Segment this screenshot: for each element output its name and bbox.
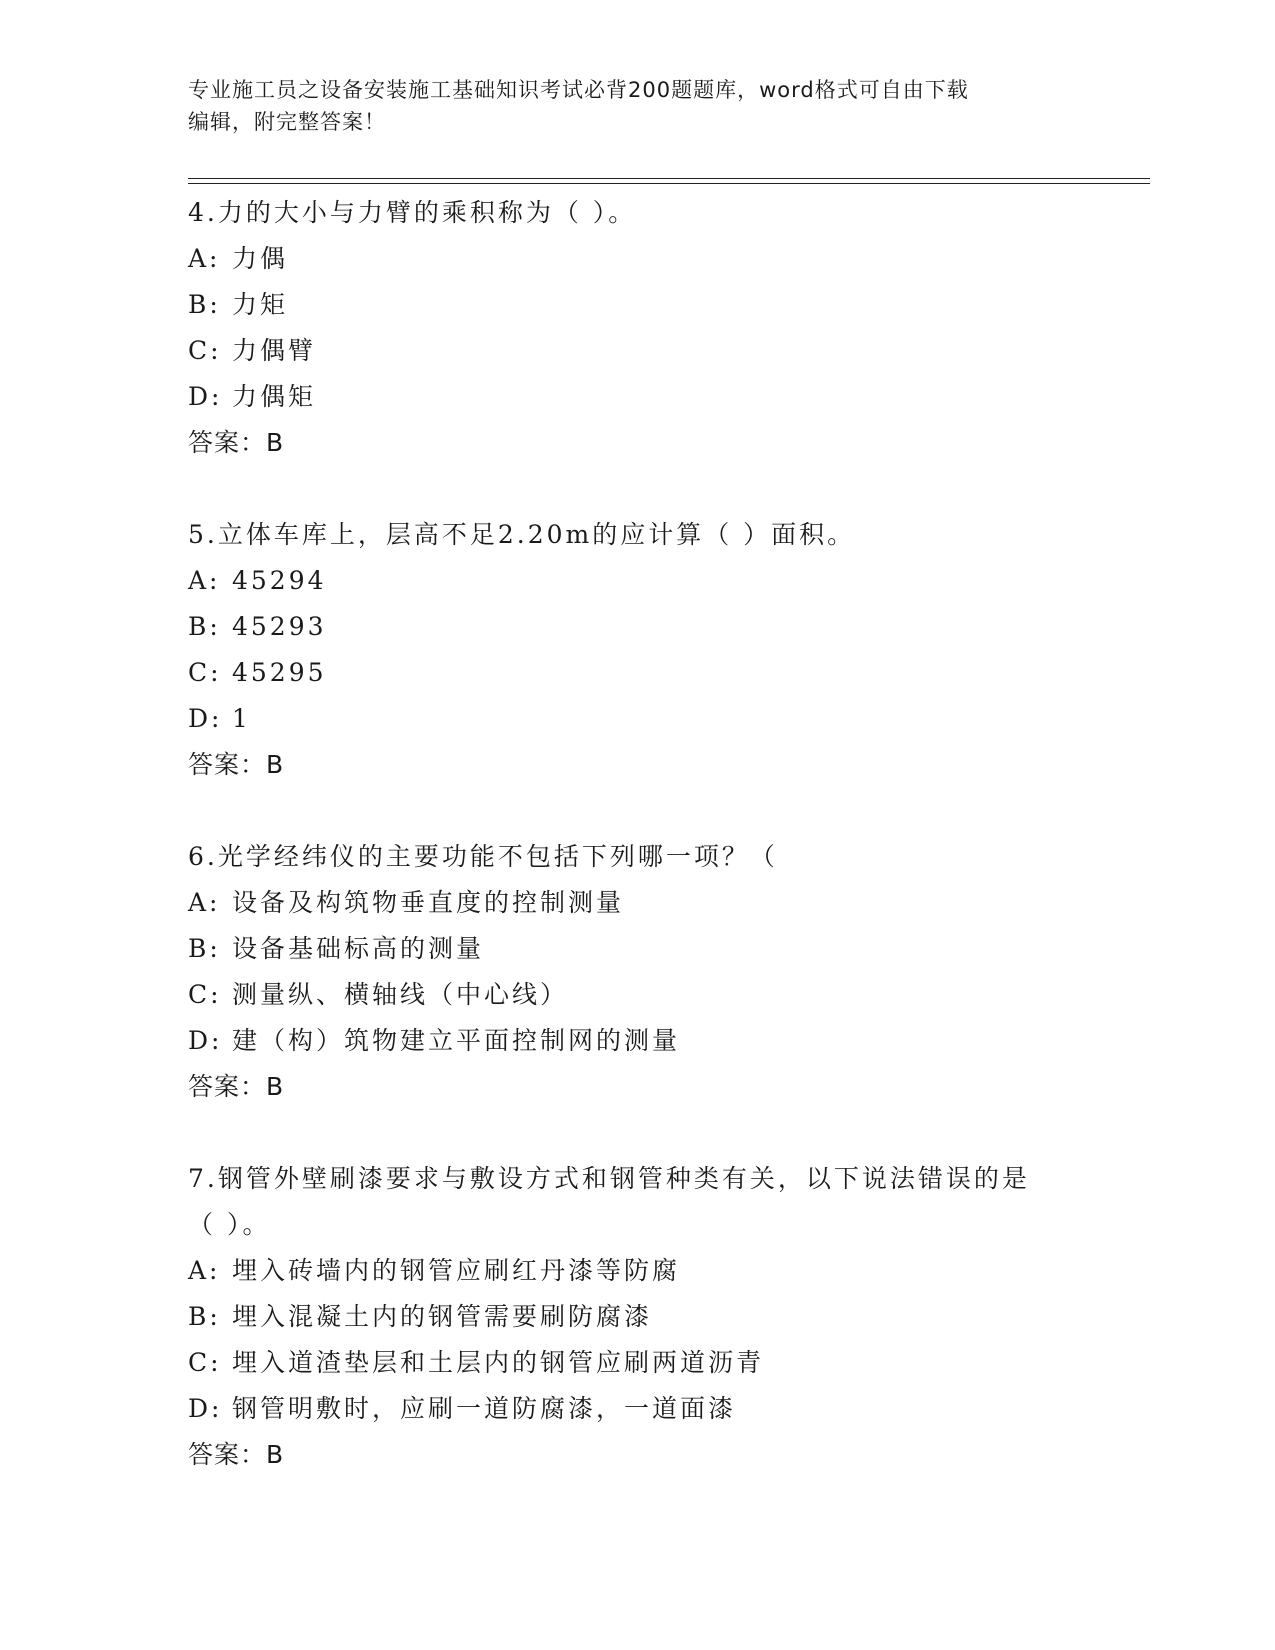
option-letter: C: (188, 658, 222, 687)
option-a (188, 558, 1148, 604)
answer-line: 答案：B (188, 750, 285, 779)
option-text: 力矩 (232, 290, 289, 319)
option-letter: A: (188, 566, 221, 595)
option-text: 建（构）筑物建立平面控制网的测量 (232, 1026, 681, 1055)
question-7 (188, 1156, 1148, 1478)
question-stem: 5.立体车库上，层高不足2.20m的应计算（ ）面积。 (188, 520, 856, 549)
question-stem (188, 1156, 1148, 1248)
answer-line: 答案：B (188, 1440, 285, 1469)
question-stem-line-1: 7.钢管外壁刷漆要求与敷设方式和钢管种类有关，以下说法错误的是 (188, 1164, 1030, 1193)
option-letter: D: (188, 382, 223, 411)
option-letter: C: (188, 1348, 222, 1377)
question-4 (188, 190, 1148, 466)
option-a (188, 880, 1148, 926)
option-text: 45295 (232, 658, 327, 687)
option-text: 1 (232, 704, 251, 733)
option-letter: C: (188, 336, 222, 365)
question-stem: 4.力的大小与力臂的乘积称为（ ）。 (188, 198, 637, 227)
option-c (188, 650, 1148, 696)
option-text: 力偶 (232, 244, 289, 273)
option-letter: D: (188, 1394, 223, 1423)
option-d (188, 1386, 1148, 1432)
option-text: 45294 (232, 566, 327, 595)
option-text: 埋入混凝土内的钢管需要刷防腐漆 (232, 1302, 653, 1331)
option-c (188, 972, 1148, 1018)
option-c (188, 1340, 1148, 1386)
header-divider-bottom (188, 183, 1150, 184)
option-b (188, 282, 1148, 328)
option-text: 力偶臂 (232, 336, 317, 365)
option-letter: B: (188, 290, 221, 319)
option-letter: B: (188, 934, 221, 963)
option-c (188, 328, 1148, 374)
option-letter: D: (188, 704, 223, 733)
question-6 (188, 834, 1148, 1110)
option-letter: B: (188, 612, 221, 641)
option-d (188, 1018, 1148, 1064)
option-letter: A: (188, 888, 221, 917)
header-line-1: 专业施工员之设备安装施工基础知识考试必背200题题库，word格式可自由下载 (188, 78, 969, 102)
header-line-2: 编辑，附完整答案！ (188, 110, 386, 134)
option-b (188, 1294, 1148, 1340)
option-letter: D: (188, 1026, 223, 1055)
option-text: 埋入道渣垫层和土层内的钢管应刷两道沥青 (232, 1348, 765, 1377)
option-a (188, 1248, 1148, 1294)
option-letter: C: (188, 980, 222, 1009)
question-5 (188, 512, 1148, 788)
question-stem-line-2: （ ）。 (188, 1210, 271, 1239)
option-text: 测量纵、横轴线（中心线） (232, 980, 569, 1009)
option-b (188, 604, 1148, 650)
option-letter: A: (188, 244, 221, 273)
option-text: 埋入砖墙内的钢管应刷红丹漆等防腐 (232, 1256, 681, 1285)
header-divider-top (188, 178, 1150, 179)
option-b (188, 926, 1148, 972)
option-letter: A: (188, 1256, 221, 1285)
document-header (188, 74, 1088, 138)
option-text: 钢管明敷时，应刷一道防腐漆，一道面漆 (232, 1394, 737, 1423)
option-d (188, 374, 1148, 420)
option-text: 力偶矩 (232, 382, 317, 411)
option-text: 45293 (232, 612, 327, 641)
option-a (188, 236, 1148, 282)
option-letter: B: (188, 1302, 221, 1331)
answer-line: 答案：B (188, 428, 285, 457)
question-stem: 6.光学经纬仪的主要功能不包括下列哪一项？（ (188, 842, 778, 871)
answer-line: 答案：B (188, 1072, 285, 1101)
option-text: 设备及构筑物垂直度的控制测量 (232, 888, 625, 917)
option-text: 设备基础标高的测量 (232, 934, 485, 963)
question-list (188, 190, 1148, 1524)
option-d (188, 696, 1148, 742)
